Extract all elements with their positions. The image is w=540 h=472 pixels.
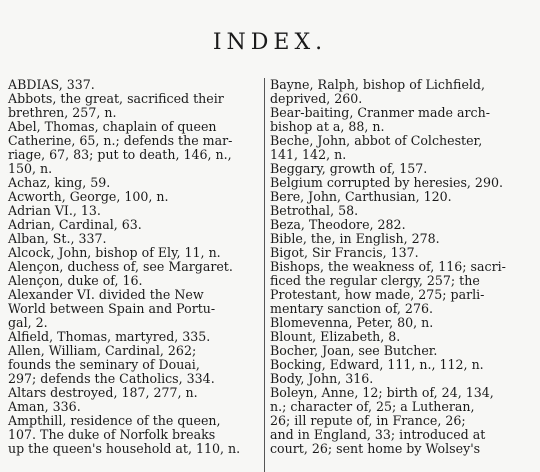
index-entry-line: mentary sanction of, 276. [270, 301, 433, 316]
index-entry-line: Alençon, duke of, 16. [8, 273, 143, 288]
index-entry [8, 176, 260, 190]
index-entry [8, 386, 260, 400]
index-entry [270, 190, 532, 204]
page-title: INDEX. [212, 30, 328, 55]
index-entry [270, 358, 532, 372]
index-entry [270, 232, 532, 246]
index-entry [8, 400, 260, 414]
index-entry [8, 120, 260, 176]
index-entry [8, 232, 260, 246]
index-entry-line: Blomevenna, Peter, 80, n. [270, 315, 434, 330]
index-entry-line: Acworth, George, 100, n. [8, 189, 169, 204]
index-entry [8, 344, 260, 386]
index-entry [8, 246, 260, 260]
index-entry-line: Catherine, 65, n.; defends the mar- [8, 133, 233, 148]
index-entry [270, 246, 532, 260]
index-entry-line: Bere, John, Carthusian, 120. [270, 189, 452, 204]
index-entry-line: Alençon, duchess of, see Margaret. [8, 259, 233, 274]
index-entry-line: Belgium corrupted by heresies, 290. [270, 175, 503, 190]
index-entry-line: Alexander VI. divided the New [8, 287, 204, 302]
index-column-right [270, 78, 532, 456]
index-entry-line: and in England, 33; introduced at [270, 427, 486, 442]
index-entry [270, 204, 532, 218]
index-entry-line: founds the seminary of Douai, [8, 357, 200, 372]
index-entry-line: 150, n. [8, 161, 53, 176]
index-entry-line: Adrian, Cardinal, 63. [8, 217, 142, 232]
index-entry [270, 218, 532, 232]
index-entry [8, 274, 260, 288]
index-entry-line: Bocking, Edward, 111, n., 112, n. [270, 357, 484, 372]
index-entry-line: Abel, Thomas, chaplain of queen [8, 119, 217, 134]
column-divider [264, 78, 265, 472]
index-entry-line: up the queen's household at, 110, n. [8, 441, 241, 456]
index-entry [270, 316, 532, 330]
index-entry-line: Bocher, Joan, see Butcher. [270, 343, 438, 358]
index-entry-line: Abbots, the great, sacrificed their [8, 91, 224, 106]
index-entry [8, 414, 260, 456]
index-entry [270, 344, 532, 358]
index-entry-line: Boleyn, Anne, 12; birth of, 24, 134, [270, 385, 494, 400]
index-entry [8, 78, 260, 92]
index-entry [8, 190, 260, 204]
index-entry-line: 26; ill repute of, in France, 26; [270, 413, 466, 428]
index-entry-line: Alfield, Thomas, martyred, 335. [8, 329, 211, 344]
index-entry-line: Bigot, Sir Francis, 137. [270, 245, 419, 260]
index-entry [270, 386, 532, 456]
index-entry [8, 260, 260, 274]
index-entry-line: 107. The duke of Norfolk breaks [8, 427, 216, 442]
index-entry-line: Bear-baiting, Cranmer made arch- [270, 105, 490, 120]
index-entry-line: Beggary, growth of, 157. [270, 161, 428, 176]
index-entry-line: Ampthill, residence of the queen, [8, 413, 221, 428]
index-entry-line: bishop at a, 88, n. [270, 119, 385, 134]
index-entry-line: Aman, 336. [8, 399, 81, 414]
index-entry [8, 204, 260, 218]
index-entry [270, 330, 532, 344]
index-entry-line: ABDIAS, 337. [8, 77, 95, 92]
index-entry-line: 297; defends the Catholics, 334. [8, 371, 215, 386]
index-entry-line: Alcock, John, bishop of Ely, 11, n. [8, 245, 221, 260]
index-entry-line: Beche, John, abbot of Colchester, [270, 133, 483, 148]
index-entry-line: Adrian VI., 13. [8, 203, 101, 218]
index-entry [270, 176, 532, 190]
index-entry [8, 288, 260, 330]
index-entry [8, 218, 260, 232]
index-entry-line: 141, 142, n. [270, 147, 347, 162]
index-entry [270, 162, 532, 176]
index-entry-line: Bible, the, in English, 278. [270, 231, 440, 246]
index-entry-line: ficed the regular clergy, 257; the [270, 273, 480, 288]
index-entry-line: Bayne, Ralph, bishop of Lichfield, [270, 77, 485, 92]
index-entry-line: Allen, William, Cardinal, 262; [8, 343, 197, 358]
index-entry-line: Altars destroyed, 187, 277, n. [8, 385, 198, 400]
index-entry-line: Blount, Elizabeth, 8. [270, 329, 401, 344]
index-column-left [8, 78, 260, 456]
index-entry-line: Bishops, the weakness of, 116; sacri- [270, 259, 506, 274]
index-entry [270, 106, 532, 134]
index-entry [8, 330, 260, 344]
index-entry-line: n.; character of, 25; a Lutheran, [270, 399, 475, 414]
index-entry [8, 92, 260, 120]
index-entry [270, 260, 532, 316]
index-entry [270, 372, 532, 386]
index-entry-line: Betrothal, 58. [270, 203, 359, 218]
index-entry-line: brethren, 257, n. [8, 105, 117, 120]
index-entry-line: Body, John, 316. [270, 371, 374, 386]
index-entry-line: Protestant, how made, 275; parli- [270, 287, 485, 302]
index-entry-line: riage, 67, 83; put to death, 146, n., [8, 147, 232, 162]
index-entry-line: World between Spain and Portu- [8, 301, 216, 316]
index-entry-line: Alban, St., 337. [8, 231, 107, 246]
index-entry-line: Achaz, king, 59. [8, 175, 111, 190]
index-entry-line: gal, 2. [8, 315, 48, 330]
index-entry [270, 78, 532, 106]
index-entry-line: deprived, 260. [270, 91, 363, 106]
index-entry-line: Beza, Theodore, 282. [270, 217, 406, 232]
index-entry [270, 134, 532, 162]
index-entry-line: court, 26; sent home by Wolsey's [270, 441, 481, 456]
